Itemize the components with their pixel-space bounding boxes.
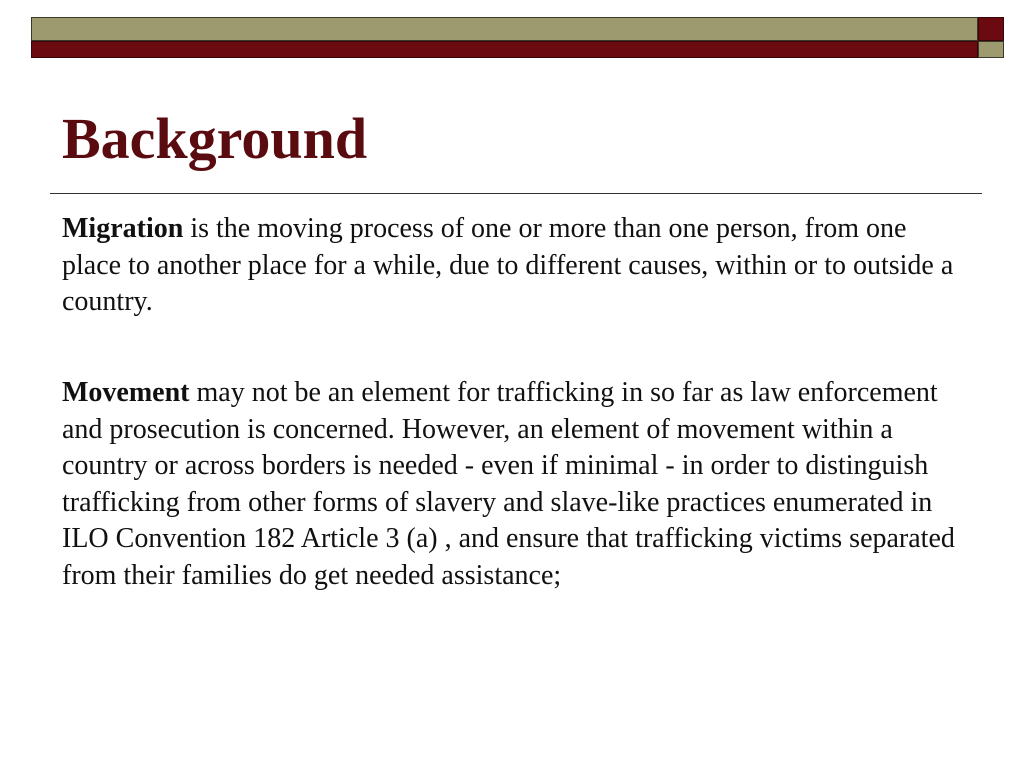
term-migration: Migration (62, 213, 184, 244)
title-divider (50, 193, 982, 194)
paragraph-migration-text: is the moving process of one or more than one person, from one place to another place for a while, due to different causes, within or to outside a country. (62, 213, 954, 317)
corner-square-olive (978, 41, 1004, 58)
slide-title: Background (62, 106, 368, 171)
header-bar-olive (31, 17, 978, 41)
header-bar-maroon (31, 41, 978, 58)
corner-square-maroon (978, 17, 1004, 41)
paragraph-movement (62, 375, 972, 594)
paragraph-migration (62, 211, 972, 321)
paragraph-movement-text: may not be an element for trafficking in so far as law enforcement and prosecution is concerned. However, an element of movement within a country or across borders is needed - even if minimal - in order to distinguish trafficking from other forms of slavery and slave-like practices enumerated in ILO Convention 182 Article 3 (a) , and ensure that trafficking victims separated from their families do get needed assistance; (62, 377, 955, 591)
term-movement: Movement (62, 377, 190, 408)
